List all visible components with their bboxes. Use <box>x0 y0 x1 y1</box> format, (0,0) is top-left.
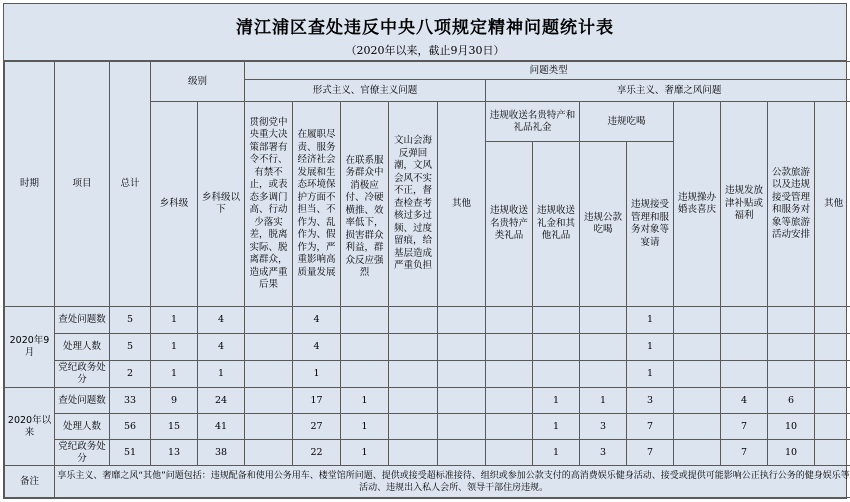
header-formalism-3: 在联系服务群众中消极应付、冷硬横推、效率低下，损害群众利益，群众反应强烈 <box>341 102 389 307</box>
header-hedonism-5: 违规操办婚丧喜庆 <box>674 102 721 307</box>
cell-f-other <box>438 307 486 334</box>
cell-h-other <box>815 440 850 466</box>
cell-h2 <box>533 307 580 334</box>
cell-h2: 1 <box>533 388 580 414</box>
cell-h3: 3 <box>580 440 627 466</box>
header-hedonism-3: 违规公款吃喝 <box>580 142 627 307</box>
header-level-township: 乡科级 <box>151 102 198 307</box>
cell-f-other <box>438 334 486 361</box>
header-hedonism-2: 违规收送礼金和其他礼品 <box>533 142 580 307</box>
cell-total: 5 <box>110 307 151 334</box>
cell-total: 33 <box>110 388 151 414</box>
cell-h2: 1 <box>533 440 580 466</box>
cell-f2: 17 <box>293 388 341 414</box>
table-row <box>5 361 850 388</box>
cell-h6: 4 <box>721 388 768 414</box>
statistics-sheet <box>3 3 850 499</box>
cell-h6 <box>721 361 768 388</box>
cell-f3: 1 <box>341 440 389 466</box>
header-period: 时期 <box>5 62 55 307</box>
header-formalism-1: 贯彻党中央重大决策部署有令不行、有禁不止，或表态多调门高、行动少落实差，脱离实际、脱离群众，造成严重后果 <box>245 102 293 307</box>
cell-h5 <box>674 307 721 334</box>
cell-h5 <box>674 388 721 414</box>
cell-h3 <box>580 307 627 334</box>
cell-f-other <box>438 440 486 466</box>
cell-f4 <box>389 307 438 334</box>
cell-f1 <box>245 307 293 334</box>
header-hedonism-4: 违规接受管理和服务对象等宴请 <box>627 142 674 307</box>
cell-h7 <box>768 361 815 388</box>
cell-h6 <box>721 334 768 361</box>
cell-f2: 1 <box>293 361 341 388</box>
cell-h5 <box>674 414 721 440</box>
cell-h3 <box>580 334 627 361</box>
cell-h1 <box>486 307 533 334</box>
row-item-label: 处理人数 <box>55 414 110 440</box>
header-hedonism-other: 其他 <box>815 102 850 307</box>
row-item-label: 党纪政务处分 <box>55 361 110 388</box>
cell-h6: 7 <box>721 414 768 440</box>
cell-h7: 10 <box>768 414 815 440</box>
cell-h4: 7 <box>627 440 674 466</box>
cell-h4: 1 <box>627 307 674 334</box>
table-row <box>5 440 850 466</box>
cell-h3 <box>580 361 627 388</box>
header-hedonism-group: 享乐主义、奢靡之风问题 <box>486 80 850 102</box>
cell-h-other <box>815 388 850 414</box>
cell-h3: 3 <box>580 414 627 440</box>
cell-township: 9 <box>151 388 198 414</box>
cell-f1 <box>245 388 293 414</box>
page-title: 清江浦区查处违反中央八项规定精神问题统计表 <box>236 18 614 38</box>
header-item: 项目 <box>55 62 110 307</box>
cell-f-other <box>438 361 486 388</box>
cell-h7 <box>768 307 815 334</box>
cell-f4 <box>389 361 438 388</box>
cell-f1 <box>245 440 293 466</box>
cell-f1 <box>245 361 293 388</box>
cell-total: 51 <box>110 440 151 466</box>
cell-h4: 7 <box>627 414 674 440</box>
cell-h1 <box>486 440 533 466</box>
cell-h6 <box>721 307 768 334</box>
note-text: 享乐主义、奢靡之风“其他”问题包括：违规配备和使用公务用车、楼堂馆所问题、提供或接受超标准接待、组织或参加公款支付的高消费娱乐健身活动、接受或提供可能影响公正执行公务的健身娱乐等活动、违规出入私人会所、领导干部住房违规。 <box>55 466 850 498</box>
page-subtitle: （2020年以来，截止9月30日） <box>345 44 505 57</box>
row-item-label: 查处问题数 <box>55 388 110 414</box>
header-hedonism-6: 违规发放津补贴或福利 <box>721 102 768 307</box>
cell-township: 1 <box>151 361 198 388</box>
cell-f-other <box>438 414 486 440</box>
period-label: 2020年9月 <box>5 307 55 388</box>
cell-total: 56 <box>110 414 151 440</box>
cell-h1 <box>486 334 533 361</box>
title-block <box>4 4 846 61</box>
cell-h-other <box>815 307 850 334</box>
period-label: 2020年以来 <box>5 388 55 466</box>
cell-f4 <box>389 440 438 466</box>
cell-h2 <box>533 361 580 388</box>
cell-total: 2 <box>110 361 151 388</box>
row-item-label: 党纪政务处分 <box>55 440 110 466</box>
cell-h2 <box>533 334 580 361</box>
cell-below: 4 <box>198 334 245 361</box>
cell-township: 1 <box>151 307 198 334</box>
cell-total: 5 <box>110 334 151 361</box>
statistics-table <box>4 61 850 498</box>
cell-below: 41 <box>198 414 245 440</box>
header-problem-type: 问题类型 <box>245 62 850 80</box>
cell-f3 <box>341 334 389 361</box>
cell-h4: 3 <box>627 388 674 414</box>
table-row <box>5 307 850 334</box>
cell-f4 <box>389 388 438 414</box>
cell-f3: 1 <box>341 388 389 414</box>
cell-h3: 1 <box>580 388 627 414</box>
header-level-below: 乡科级以下 <box>198 102 245 307</box>
cell-h7: 6 <box>768 388 815 414</box>
cell-h5 <box>674 440 721 466</box>
cell-h7: 10 <box>768 440 815 466</box>
cell-h1 <box>486 414 533 440</box>
cell-f3: 1 <box>341 414 389 440</box>
cell-f3 <box>341 361 389 388</box>
cell-f2: 27 <box>293 414 341 440</box>
cell-f1 <box>245 334 293 361</box>
table-row <box>5 388 850 414</box>
header-formalism-4: 文山会海反弹回潮，文风会风不实不正，督查检查考核过多过频、过度留痕，给基层造成严重负担 <box>389 102 438 307</box>
row-item-label: 查处问题数 <box>55 307 110 334</box>
cell-below: 38 <box>198 440 245 466</box>
cell-h5 <box>674 334 721 361</box>
cell-h5 <box>674 361 721 388</box>
cell-h6: 7 <box>721 440 768 466</box>
note-row <box>5 466 850 498</box>
cell-h-other <box>815 361 850 388</box>
cell-f2: 4 <box>293 334 341 361</box>
cell-f4 <box>389 334 438 361</box>
cell-f2: 22 <box>293 440 341 466</box>
header-meal-group: 违规吃喝 <box>580 102 674 142</box>
header-level: 级别 <box>151 62 245 102</box>
header-formalism-2: 在履职尽责、服务经济社会发展和生态环境保护方面不担当、不作为、乱作为、假作为，严重影响高质量发展 <box>293 102 341 307</box>
header-hedonism-7: 公款旅游以及违规接受管理和服务对象等旅游活动安排 <box>768 102 815 307</box>
cell-h1 <box>486 388 533 414</box>
table-row <box>5 334 850 361</box>
header-formalism-group: 形式主义、官僚主义问题 <box>245 80 486 102</box>
cell-township: 13 <box>151 440 198 466</box>
header-total: 总计 <box>110 62 151 307</box>
header-hedonism-1: 违规收送名贵特产类礼品 <box>486 142 533 307</box>
cell-f1 <box>245 414 293 440</box>
cell-h7 <box>768 334 815 361</box>
cell-f3 <box>341 307 389 334</box>
cell-h-other <box>815 334 850 361</box>
table-row <box>5 414 850 440</box>
cell-h4: 1 <box>627 334 674 361</box>
cell-township: 15 <box>151 414 198 440</box>
header-formalism-other: 其他 <box>438 102 486 307</box>
cell-h4: 1 <box>627 361 674 388</box>
note-label: 备注 <box>5 466 55 498</box>
cell-below: 1 <box>198 361 245 388</box>
cell-h-other <box>815 414 850 440</box>
cell-f2: 4 <box>293 307 341 334</box>
cell-h1 <box>486 361 533 388</box>
cell-below: 4 <box>198 307 245 334</box>
row-item-label: 处理人数 <box>55 334 110 361</box>
cell-h2: 1 <box>533 414 580 440</box>
cell-township: 1 <box>151 334 198 361</box>
header-gift-group: 违规收送名贵特产和礼品礼金 <box>486 102 580 142</box>
cell-f4 <box>389 414 438 440</box>
cell-f-other <box>438 388 486 414</box>
cell-below: 24 <box>198 388 245 414</box>
